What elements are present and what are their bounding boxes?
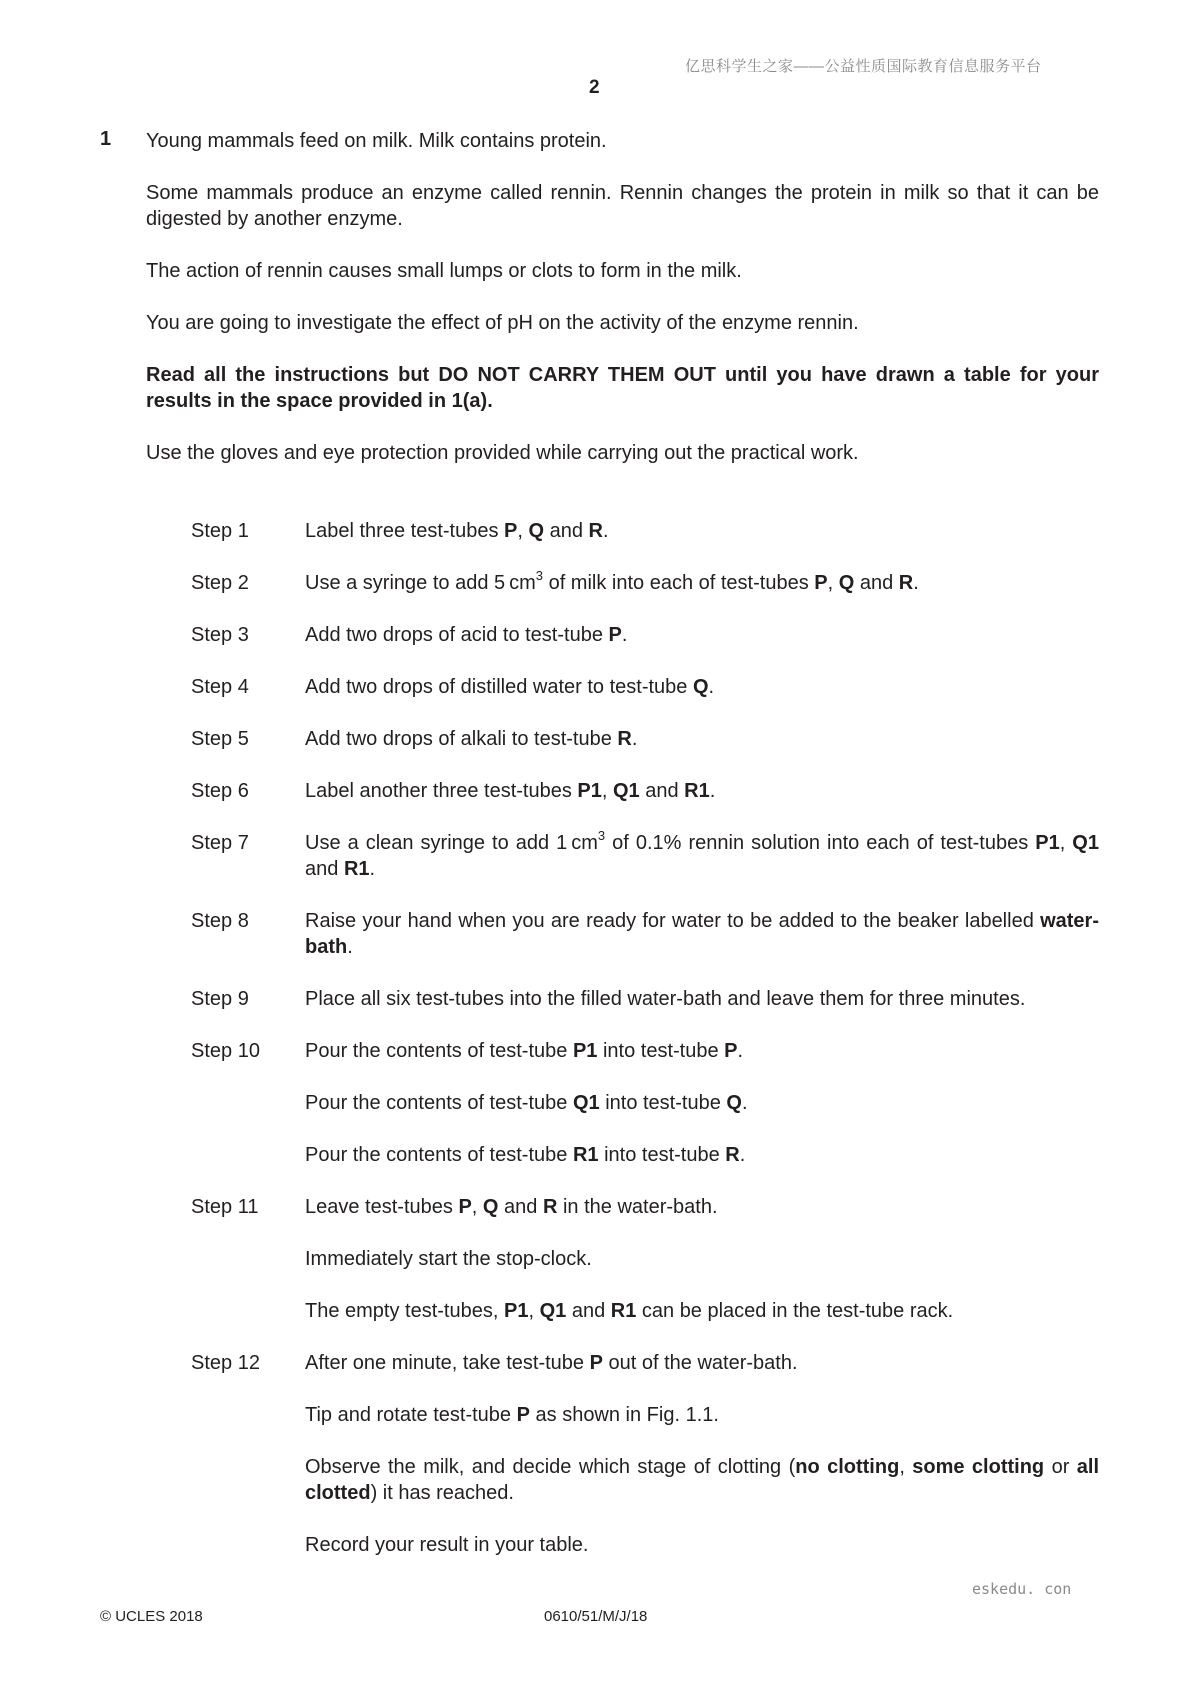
step-label: Step 12 xyxy=(191,1352,260,1374)
footer-copyright: © UCLES 2018 xyxy=(100,1608,203,1625)
step-text: After one minute, take test-tube P out of the water-bath. xyxy=(305,1352,798,1374)
step-text: Label three test-tubes P, Q and R. xyxy=(305,520,609,542)
step-text: Use a syringe to add 5 $cm^3$ of milk into each of test-tubes P, Q and R. xyxy=(305,568,919,594)
intro-paragraph-3: The action of rennin causes small lumps or clots to form in the milk. xyxy=(146,260,742,282)
step-text: Pour the contents of test-tube Q1 into test-tube Q. xyxy=(305,1092,748,1114)
step-label: Step 8 xyxy=(191,910,249,932)
step-text: Immediately start the stop-clock. xyxy=(305,1248,592,1270)
step-text: Tip and rotate test-tube P as shown in Fig. 1.1. xyxy=(305,1404,719,1426)
step-text: Pour the contents of test-tube R1 into test-tube R. xyxy=(305,1144,746,1166)
step-text: Add two drops of distilled water to test-tube Q. xyxy=(305,676,715,698)
step-label: Step 9 xyxy=(191,988,249,1010)
header-watermark: 亿思科学生之家——公益性质国际教育信息服务平台 xyxy=(685,58,1042,75)
step-text: Raise your hand when you are ready for water to be added to the beaker labelled water-bath. xyxy=(305,910,1099,958)
step-text: Observe the milk, and decide which stage of clotting (no clotting, some clotting or all clotted) it has reached. xyxy=(305,1456,1100,1504)
step-label: Step 1 xyxy=(191,520,249,542)
step-text: Add two drops of alkali to test-tube R. xyxy=(305,728,638,750)
step-label: Step 3 xyxy=(191,624,249,646)
step-label: Step 11 xyxy=(191,1196,259,1218)
step-text: Add two drops of acid to test-tube P. xyxy=(305,624,628,646)
step-text: The empty test-tubes, P1, Q1 and R1 can be placed in the test-tube rack. xyxy=(305,1300,954,1322)
question-number: 1 xyxy=(100,128,112,150)
intro-paragraph-2: Some mammals produce an enzyme called rennin. Rennin changes the protein in milk so that it can be digested by another enzyme. xyxy=(146,182,1099,230)
step-text: Place all six test-tubes into the filled water-bath and leave them for three minutes. xyxy=(305,988,1026,1010)
safety-note: Use the gloves and eye protection provided while carrying out the practical work. xyxy=(146,442,859,464)
step-text: Use a clean syringe to add 1 $cm^3$ of 0.1% rennin solution into each of test-tubes P1, Q1 and R1. xyxy=(305,828,1099,880)
page-number: 2 xyxy=(589,77,600,98)
step-label: Step 4 xyxy=(191,676,249,698)
step-text: Leave test-tubes P, Q and R in the water-bath. xyxy=(305,1196,718,1218)
step-label: Step 2 xyxy=(191,572,249,594)
intro-paragraph-4: You are going to investigate the effect of pH on the activity of the enzyme rennin. xyxy=(146,312,859,334)
step-label: Step 6 xyxy=(191,780,249,802)
bold-instruction: Read all the instructions but DO NOT CARRY THEM OUT until you have drawn a table for your results in the space provided in 1(a). xyxy=(146,364,1099,412)
step-label: Step 10 xyxy=(191,1040,260,1062)
footer-watermark: eskedu. con xyxy=(972,1580,1072,1598)
footer-paper-code: 0610/51/M/J/18 xyxy=(544,1608,648,1625)
step-text: Record your result in your table. xyxy=(305,1534,589,1556)
step-label: Step 5 xyxy=(191,728,249,750)
step-text: Pour the contents of test-tube P1 into test-tube P. xyxy=(305,1040,744,1062)
step-text: Label another three test-tubes P1, Q1 and R1. xyxy=(305,780,716,802)
intro-paragraph-1: Young mammals feed on milk. Milk contains protein. xyxy=(146,130,607,152)
step-label: Step 7 xyxy=(191,832,249,854)
